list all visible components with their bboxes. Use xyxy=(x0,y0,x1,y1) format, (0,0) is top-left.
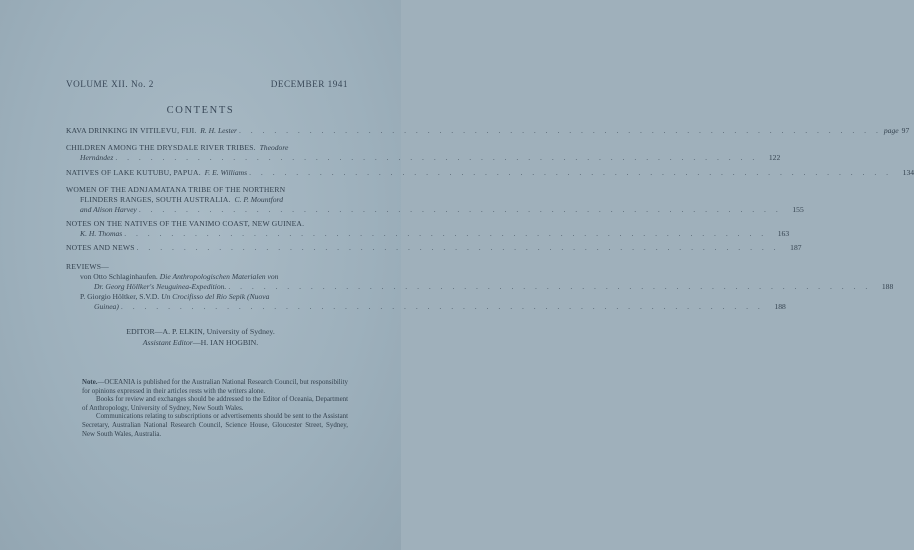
review-title: Die Anthropologischen Materialen von xyxy=(159,272,279,281)
entry-author: F. E. Williams xyxy=(204,168,248,177)
entry-title: NOTES ON THE NATIVES OF THE VANIMO COAST, NEW GUINEA. xyxy=(66,219,305,228)
entry-author-cont: and Alison Harvey xyxy=(80,205,137,214)
dot-leader: . . . . . . . . . . . . . . . . . . . . . . . . . . . . . . . . . . . . . . . . . . . . . . . . . . . . . . . xyxy=(238,126,882,135)
note-label: Note. xyxy=(82,379,98,386)
entry-author: R. H. Lester xyxy=(200,126,237,135)
dot-leader: . . . . . . . . . . . . . . . . . . . . . . . . . . . . . . . . . . . . . . . . . . . . . . . . . . . . . . . xyxy=(136,243,780,252)
entry-page: 134 xyxy=(902,168,914,177)
assistant-editor-name: —H. IAN HOGBIN. xyxy=(192,338,259,347)
reviews-section xyxy=(66,262,894,312)
toc-entry xyxy=(66,126,910,136)
entry-title-cont: FLINDERS RANGES, SOUTH AUSTRALIA. xyxy=(80,195,231,204)
issue-header xyxy=(66,79,348,89)
note-paragraph: Note.—OCEANIA is published for the Australian National Research Council, but responsibility for opinions expressed in their articles rests with the writers alone. xyxy=(82,379,348,395)
entry-author: C. P. Mountford xyxy=(234,195,284,204)
review-page: 188 xyxy=(881,282,894,291)
entry-page: 187 xyxy=(790,243,802,252)
note-paragraph: Books for review and exchanges should be addressed to the Editor of Oceania, Department of Anthropology, University of Sydney, New South Wales. xyxy=(82,396,348,412)
entry-title: KAVA DRINKING IN VITILEVU, FIJI. xyxy=(66,126,197,135)
toc-entry xyxy=(66,243,802,253)
reviews-heading: REVIEWS— xyxy=(66,262,109,271)
toc-entry xyxy=(66,185,804,215)
entry-title: WOMEN OF THE ADNJAMATANA TRIBE OF THE NORTHERN xyxy=(66,185,286,194)
dot-leader: . . . . . . . . . . . . . . . . . . . . . . . . . . . . . . . . . . . . . . . . . . . . . . . . . . . . . . . xyxy=(249,168,893,177)
dot-leader: . . . . . . . . . . . . . . . . . . . . . . . . . . . . . . . . . . . . . . . . . . . . . . . . . . . . . . . xyxy=(138,205,782,214)
assistant-editor-label: Assistant Editor xyxy=(142,338,193,347)
entry-title: NATIVES OF LAKE KUTUBU, PAPUA. xyxy=(66,168,201,177)
review-item xyxy=(66,292,786,312)
entry-author: K. H. Thomas xyxy=(80,229,123,238)
entry-title: CHILDREN AMONG THE DRYSDALE RIVER TRIBES. xyxy=(66,143,256,152)
entry-page: 163 xyxy=(777,229,790,238)
dot-leader: . . . . . . . . . . . . . . . . . . . . . . . . . . . . . . . . . . . . . . . . . . . . . . . . . . . . . . . xyxy=(115,153,759,162)
review-author: von Otto Schlaginhaufen. xyxy=(80,272,158,281)
page-label: page xyxy=(883,126,899,135)
dot-leader: . . . . . . . . . . . . . . . . . . . . . . . . . . . . . . . . . . . . . . . . . . . . . . . . . . . . . . . xyxy=(120,302,764,311)
toc-entry xyxy=(66,219,790,239)
entry-author: Theodore xyxy=(259,143,289,152)
editor-line: EDITOR—A. P. ELKIN, University of Sydney. xyxy=(126,327,275,336)
publication-note xyxy=(82,379,348,439)
issue-date: DECEMBER 1941 xyxy=(270,79,348,89)
contents-heading: CONTENTS xyxy=(166,105,235,116)
review-item xyxy=(66,272,894,292)
editor-block xyxy=(0,326,401,348)
toc-entry xyxy=(66,168,914,178)
entry-title: NOTES AND NEWS xyxy=(66,243,135,252)
review-title-cont: Guinea) xyxy=(94,302,119,311)
assistant-editor-line xyxy=(0,337,401,348)
entry-page: 155 xyxy=(792,205,804,214)
entry-page: 122 xyxy=(768,153,781,162)
note-paragraph: Communications relating to subscriptions or advertisements should be sent to the Assistant Secretary, Australian National Research Council, Science House, Gloucester Street, Sydney, New South Wales, Australia. xyxy=(82,413,348,438)
review-author: P. Giorgio Höltker, S.V.D. xyxy=(80,292,160,301)
toc-entry xyxy=(66,143,781,163)
review-page: 188 xyxy=(774,302,786,311)
review-title: Un Crocifisso del Rio Sepik (Nuova xyxy=(161,292,270,301)
entry-author-cont: Hernández xyxy=(80,153,114,162)
dot-leader: . . . . . . . . . . . . . . . . . . . . . . . . . . . . . . . . . . . . . . . . . . . . . . . . . . . . . . . xyxy=(124,229,768,238)
volume-number: VOLUME XII. No. 2 xyxy=(66,79,154,89)
dot-leader: . . . . . . . . . . . . . . . . . . . . . . . . . . . . . . . . . . . . . . . . . . . . . . . . . . . . . . . xyxy=(228,282,872,291)
entry-page: 97 xyxy=(901,126,910,135)
review-title-cont: Dr. Georg Höllker's Neuguinea-Expedition. xyxy=(94,282,227,291)
